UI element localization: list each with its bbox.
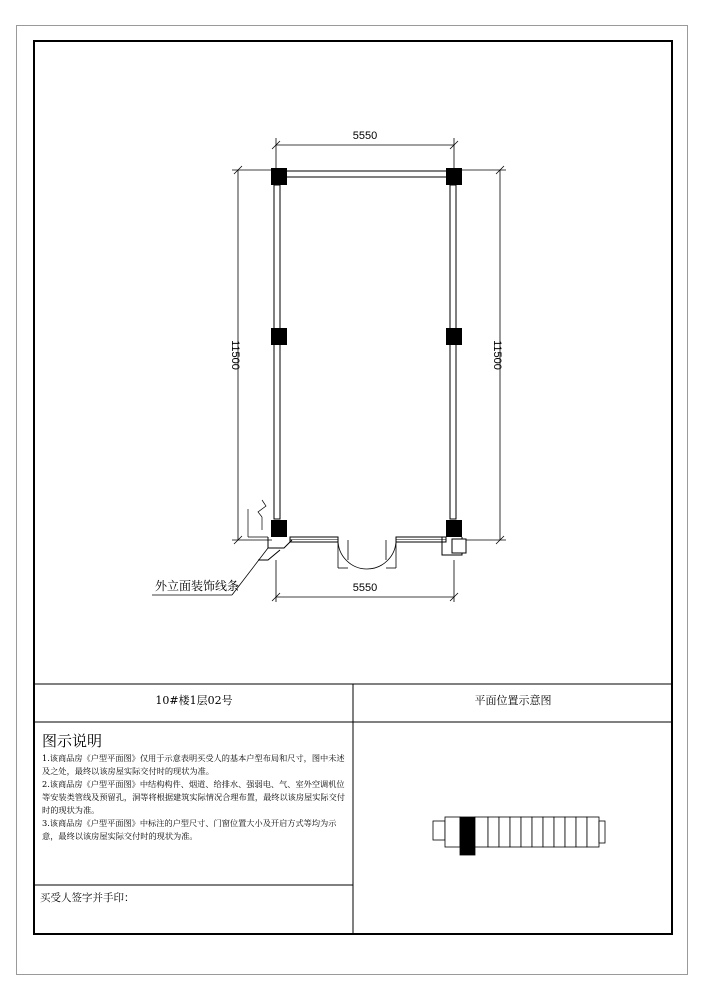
signature-label: 买受人签字并手印： (40, 892, 135, 904)
dim-text-top: 5550 (352, 130, 378, 142)
unit-title: 10#楼1层02号 (155, 694, 233, 707)
notes-list (42, 752, 350, 843)
dim-text-left: 11500 (229, 340, 241, 370)
site-location-diagram (433, 817, 605, 855)
dim-text-right: 11500 (491, 340, 503, 370)
note-item: 1.该商品房《户型平面图》仅用于示意表明买受人的基本户型布局和尺寸，图中未述及之处，最终以该房屋实际交付时的现状为准。 (42, 753, 345, 776)
double-door (338, 540, 396, 569)
column-bottom-left (271, 520, 287, 537)
facade-callout-label: 外立面装饰线条 (155, 579, 240, 593)
note-item: 3.该商品房《户型平面图》中标注的户型尺寸、门窗位置大小及开启方式等均为示意，最终以该房屋实际交付时的现状为准。 (42, 818, 337, 841)
column-bottom-right (446, 520, 462, 537)
column-mid-right (446, 328, 462, 345)
column-mid-left (271, 328, 287, 345)
column-top-right (446, 168, 462, 185)
highlighted-unit (460, 817, 475, 855)
note-item: 2.该商品房《户型平面图》中结构构件、烟道、给排水、强弱电、气、室外空调机位等安装类管线及预留孔，洞等将根据建筑实际情况合理布置，最终以该房屋实际交付时的现状为准。 (42, 779, 345, 815)
column-top-left (271, 168, 287, 185)
dim-text-bottom: 5550 (352, 582, 378, 594)
wall-top (283, 171, 447, 177)
notes-heading: 图示说明 (42, 732, 103, 750)
site-plan-title: 平面位置示意图 (474, 694, 552, 707)
wall-left (274, 185, 280, 519)
wall-right (450, 185, 456, 519)
